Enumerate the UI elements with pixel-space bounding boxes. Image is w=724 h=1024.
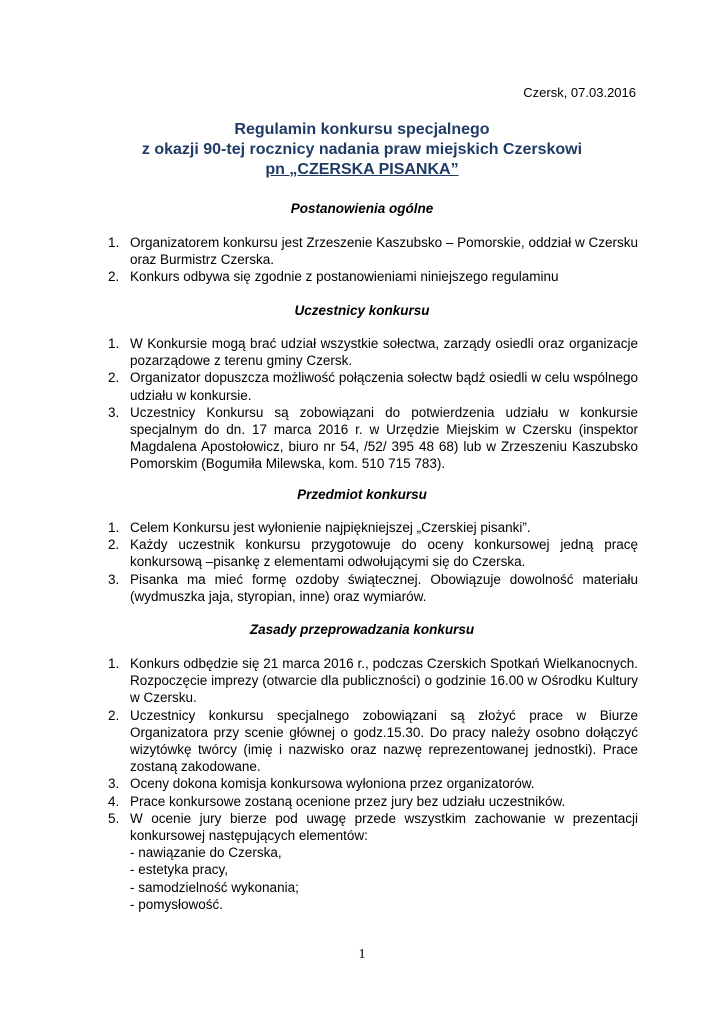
criteria-item: - nawiązanie do Czerska,: [130, 845, 282, 861]
document-title: [0, 120, 724, 180]
list-item: 2. Każdy uczestnik konkursu przygotowuje do oceny konkursowej jedną pracę konkursową –pisankę z elementami odwołującymi się do Czerska.: [108, 537, 638, 570]
list-item: 2. Konkurs odbywa się zgodnie z postanowieniami niniejszego regulaminu: [108, 269, 559, 285]
document-date: Czersk, 07.03.2016: [523, 85, 636, 100]
list-item: 4. Prace konkursowe zostaną ocenione przez jury bez udziału uczestników.: [108, 793, 566, 809]
section-heading-general: Postanowienia ogólne: [290, 201, 434, 216]
title-line-1: Regulamin konkursu specjalnego: [234, 121, 490, 138]
list-item: 3. Pisanka ma mieć formę ozdoby świątecznej. Obowiązuje dowolność materiału (wydmuszka jaja, styropian, inne) oraz wymiarów.: [108, 571, 638, 604]
list-item: 1. Organizatorem konkursu jest Zrzeszenie Kaszubsko – Pomorskie, oddział w Czersku oraz Burmistrz Czerska.: [108, 235, 638, 268]
list-item: 1. W Konkursie mogą brać udział wszystkie sołectwa, zarządy osiedli oraz organizacje pozarządowe z terenu gminy Czersk.: [108, 336, 638, 369]
list-subject: [0, 519, 724, 605]
list-item: 1. Celem Konkursu jest wyłonienie najpiękniejszej „Czerskiej pisanki”.: [108, 520, 531, 535]
list-rules: [0, 655, 724, 913]
title-line-2: z okazji 90-tej rocznicy nadania praw miejskich Czerskowi: [141, 141, 583, 158]
list-item: 2. Organizator dopuszcza możliwość połączenia sołectw bądź osiedli w celu wspólnego udziału w konkursie.: [108, 370, 638, 403]
page-number: 1: [358, 947, 366, 962]
criteria-item: - samodzielność wykonania;: [130, 879, 299, 895]
section-heading-rules: Zasady przeprowadzania konkursu: [249, 622, 475, 637]
criteria-item: - estetyka pracy,: [130, 862, 229, 878]
section-heading-participants: Uczestnicy konkursu: [294, 303, 430, 318]
list-item: 2. Uczestnicy konkursu specjalnego zobowiązani są złożyć prace w Biurze Organizatora przy scenie głównej o godz.15.30. Do pracy należy osobno dołączyć wizytówkę twórcy (imię i nazwisko oraz nazwę reprezentowanej jednostki). Prace zostaną zakodowane.: [108, 707, 638, 775]
list-item: 3. Uczestnicy Konkursu są zobowiązani do potwierdzenia udziału w konkursie specjalnym do dn. 17 marca 2016 r. w Urzędzie Miejskim w Czersku (inspektor Magdalena Apostołowicz, biuro nr 54, /52/ 395 48 68) lub w Zrzeszeniu Kaszubsko Pomorskim (Bogumiła Milewska, kom. 510 715 783).: [108, 404, 638, 472]
section-heading-subject: Przedmiot konkursu: [297, 487, 427, 502]
list-item: 3. Oceny dokona komisja konkursowa wyłoniona przez organizatorów.: [108, 776, 535, 792]
list-participants: [0, 335, 724, 473]
list-general: [0, 234, 724, 286]
list-item: 1. Konkurs odbędzie się 21 marca 2016 r., podczas Czerskich Spotkań Wielkanocnych. Rozpoczęcie imprezy (otwarcie dla publiczności) o godzinie 16.00 w Ośrodku Kultury w Czersku.: [108, 656, 638, 706]
list-item: 5. W ocenie jury bierze pod uwagę przede wszystkim zachowanie w prezentacji konkursowej następujących elementów: - nawiązanie do Czerska, - estetyka pracy, - samodzielność wykonania; - pomysłowość.: [108, 810, 638, 912]
criteria-item: - pomysłowość.: [130, 896, 224, 912]
title-line-3: pn „CZERSKA PISANKA”: [265, 161, 459, 178]
